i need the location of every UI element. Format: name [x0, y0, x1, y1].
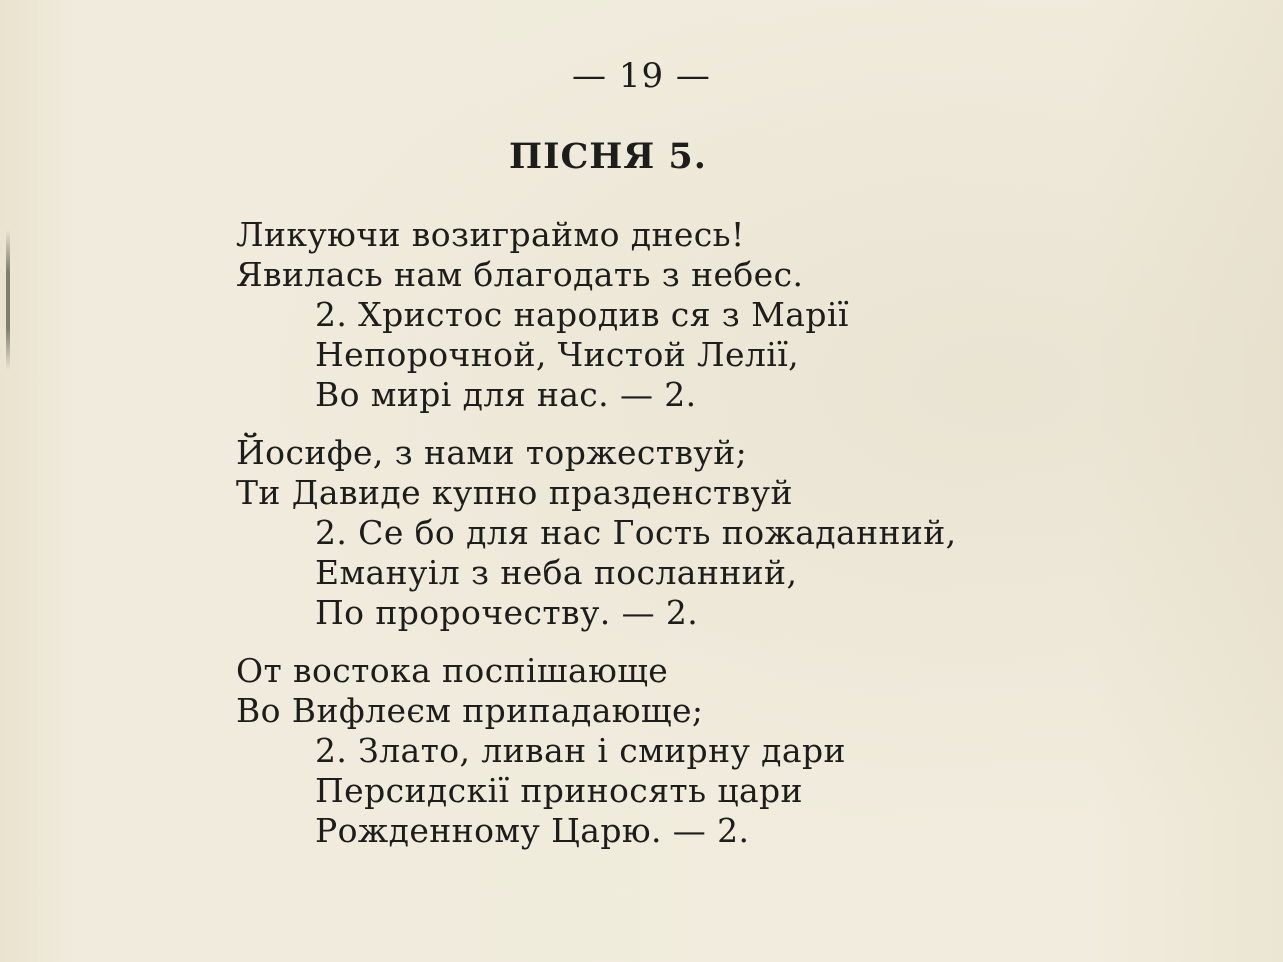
refrain-line: 2. Злато, ливан і смирну дари: [315, 731, 846, 770]
verse-line: От востока поспішающе: [236, 651, 669, 690]
refrain-line: Емануіл з неба посланний,: [315, 553, 798, 592]
refrain-line: 2. Се бо для нас Гость пожаданний,: [315, 513, 957, 552]
song-title: ПІСНЯ 5.: [509, 136, 707, 177]
refrain-line: 2. Христос народив ся з Марії: [315, 295, 849, 334]
binding-edge-mark: [6, 230, 10, 370]
verse-line: Явилась нам благодать з небес.: [236, 255, 804, 294]
page-number: — 19 —: [572, 56, 711, 96]
stanza-1: [236, 215, 1236, 415]
verse-line: Во Вифлеєм припадающе;: [236, 691, 704, 730]
refrain-line: Персидскії приносять цари: [315, 771, 803, 810]
verse-line: Ликуючи возиграймо днесь!: [236, 215, 745, 254]
refrain-line: Непорочной, Чистой Лелії,: [315, 335, 800, 374]
song-verses: [236, 215, 1236, 869]
refrain-line: Во мирі для нас. — 2.: [315, 375, 697, 414]
verse-line: Йосифе, з нами торжествуй;: [236, 433, 748, 472]
refrain-line: По пророчеству. — 2.: [315, 593, 699, 632]
stanza-2: [236, 433, 1236, 633]
stanza-3: [236, 651, 1236, 851]
verse-line: Ти Давиде купно празденствуй: [236, 473, 793, 512]
refrain-line: Рожденному Царю. — 2.: [315, 811, 750, 850]
